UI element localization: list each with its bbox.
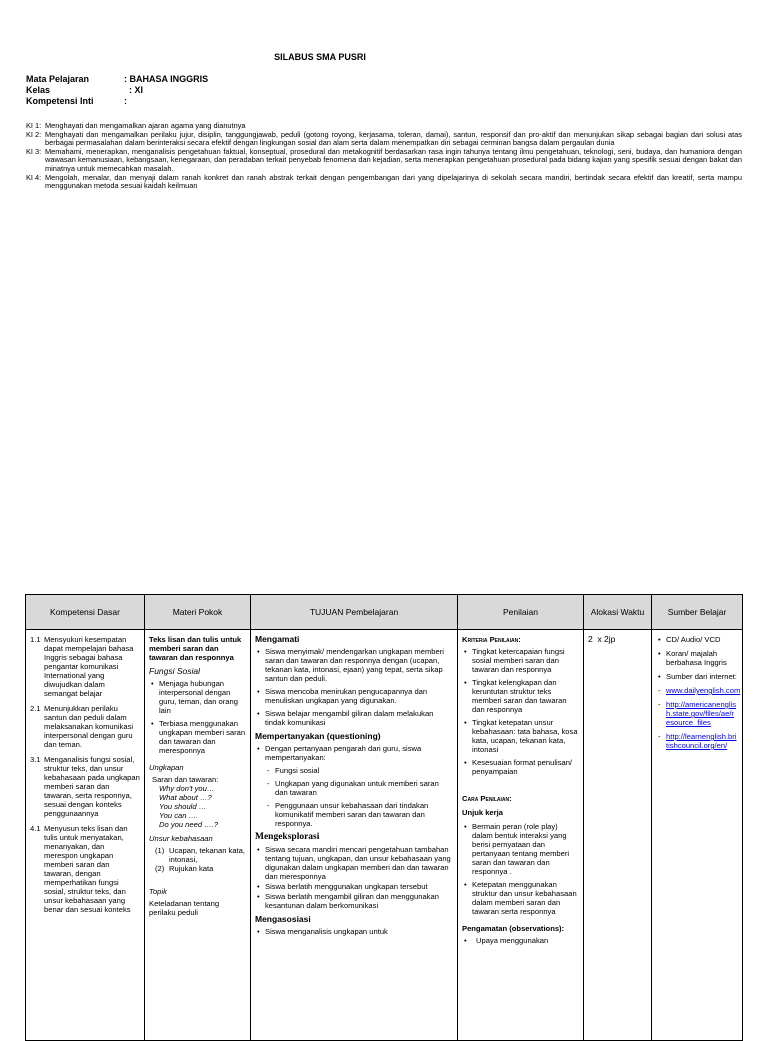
list-item: • Tingkat ketercapaian fungsi sosial memberi saran dan tawaran dan responnya: [462, 647, 579, 674]
list-item: - Ungkapan yang digunakan untuk memberi saran dan tawaran: [255, 779, 453, 797]
list-item: • Siswa belajar mengambil giliran dalam melakukan tindak komunikasi: [255, 709, 453, 727]
syllabus-table: [25, 594, 743, 1041]
fungsi-sosial-list: [149, 679, 246, 755]
kd-item: [30, 824, 140, 914]
mempertanyakan-intro-list: [255, 744, 453, 762]
kd-text: Menunjukkan perilaku santun dan peduli dalam melaksanakan komunikasi interpersonal dengan guru dan teman.: [44, 704, 134, 749]
cell-penilaian: [458, 630, 584, 1041]
cell-materi-pokok: [145, 630, 251, 1041]
pengamatan-list: [462, 936, 579, 945]
kompetensi-inti-list: [26, 122, 742, 191]
mengeksplorasi-list: [255, 845, 453, 910]
list-item: • Ketepatan menggunakan struktur dan unsur kebahasaan dalam memberi saran dan tawaran serta responnya: [462, 880, 579, 916]
link-dailyenglish[interactable]: www.dailyenglish.com: [666, 686, 741, 695]
unjuk-kerja-label: Unjuk kerja: [462, 808, 503, 817]
unsur-kebahasaan-label: Unsur kebahasaan: [149, 834, 213, 843]
unsur-text: Ucapan, tekanan kata, intonasi,: [169, 846, 245, 864]
kd-item: [30, 704, 140, 749]
kd-number: 4.1: [30, 824, 41, 833]
mengasosiasi-list: [255, 927, 453, 936]
col-header-kompetensi-dasar: Kompetensi Dasar: [26, 595, 145, 630]
list-item: • Terbiasa menggunakan ungkapan memberi saran dan tawaran dan meresponnya: [149, 719, 246, 755]
kd-item: [30, 755, 140, 818]
meta-key: Kompetensi Inti: [26, 96, 94, 106]
list-item: • Upaya menggunakan: [462, 936, 579, 945]
col-header-tujuan: TUJUAN Pembelajaran: [251, 595, 458, 630]
meta-row-ki: [26, 96, 208, 107]
meta-row-class: [26, 85, 208, 96]
topik-label: Topik: [149, 887, 167, 896]
ki-label: KI 4:: [26, 172, 42, 182]
ungkapan-intro: Saran dan tawaran:: [152, 775, 219, 784]
list-item: - Fungsi sosial: [255, 766, 453, 775]
ki-item: [26, 174, 742, 191]
ungkapan-example: What about …?: [159, 793, 212, 802]
mengasosiasi-label: Mengasosiasi: [255, 914, 311, 924]
unsur-number: (2): [155, 864, 165, 873]
ki-item: [26, 148, 742, 174]
unsur-item: [149, 846, 246, 864]
page-title: SILABUS SMA PUSRI: [274, 52, 366, 62]
list-item: • Siswa secara mandiri mencari pengetahuan tambahan tentang tujuan, ungkapan, dan unsur kebahasaan yang digunakan dalam ungkapan memberi dan dan tawaran dan meresponnya: [255, 845, 453, 881]
list-item: • Menjaga hubungan interpersonal dengan guru, teman, dan orang lain: [149, 679, 246, 715]
sumber-link-list: [656, 686, 741, 750]
ki-text: Menghayati dan mengamalkan ajaran agama yang dianutnya: [45, 121, 246, 130]
meta-row-subject: [26, 74, 208, 85]
mempertanyakan-label: Mempertanyakan (questioning): [255, 731, 381, 741]
link-britishcouncil[interactable]: http://learnenglish.britishcouncil.org/en/: [666, 732, 737, 750]
mengamati-label: Mengamati: [255, 634, 300, 644]
ungkapan-example: You can ….: [159, 811, 199, 820]
list-item: • Bermain peran (role play) dalam bentuk interaksi yang berisi pernyataan dan pertanyaan tentang memberi saran dan tawaran dan responnya .: [462, 822, 579, 876]
alokasi-value: 2 x 2jp: [588, 634, 616, 644]
link-item: [656, 700, 738, 727]
list-item: • Siswa menyimak/ mendengarkan ungkapan memberi saran dan tawaran dan responnya dengan (ucapan, tekanan kata, intonasi, ejaan) yang tepat, serta sikap santun dan peduli.: [255, 647, 453, 683]
table-row: [26, 630, 743, 1041]
ki-label: KI 2:: [26, 129, 42, 139]
kd-number: 1.1: [30, 635, 41, 644]
list-item: • Sumber dari internet:: [656, 672, 738, 681]
kriteria-penilaian-label: Kriteria Penilaian:: [462, 635, 521, 644]
cell-tujuan: [251, 630, 458, 1041]
cell-sumber-belajar: [652, 630, 743, 1041]
unsur-item: [149, 864, 246, 873]
unsur-text: Rujukan kata: [169, 864, 214, 873]
list-item: • Tingkat kelengkapan dan keruntutan struktur teks memberi saran dan tawaran dan responnya: [462, 678, 579, 714]
table-header-row: [26, 595, 743, 630]
mengamati-list: [255, 647, 453, 727]
list-item: • Siswa menganalisis ungkapan untuk: [255, 927, 453, 936]
list-item: • Koran/ majalah berbahasa Inggris: [656, 649, 738, 667]
ki-item: [26, 131, 742, 148]
col-header-sumber-belajar: Sumber Belajar: [652, 595, 743, 630]
kd-number: 2.1: [30, 704, 41, 713]
list-item: • Kesesuaian format penulisan/ penyampaian: [462, 758, 579, 776]
meta-value: : BAHASA INGGRIS: [124, 74, 209, 84]
pengamatan-label: Pengamatan (observations):: [462, 924, 565, 933]
mengeksplorasi-label: Mengeksplorasi: [255, 832, 320, 842]
list-item: • CD/ Audio/ VCD: [656, 635, 738, 644]
col-header-alokasi-waktu: Alokasi Waktu: [584, 595, 652, 630]
list-item: • Siswa mencoba menirukan pengucapannya dan menuliskan ungkapan yang digunakan.: [255, 687, 453, 705]
link-americanenglish[interactable]: http://americanenglish.state.gov/files/ae/resource_files: [666, 700, 737, 727]
link-item: [656, 686, 741, 695]
materi-heading: Teks lisan dan tulis untuk memberi saran dan tawaran dan responnya: [149, 635, 242, 662]
list-item: • Dengan pertanyaan pengarah dari guru, siswa mempertanyakan:: [255, 744, 453, 762]
fungsi-sosial-label: Fungsi Sosial: [149, 666, 201, 676]
cell-alokasi-waktu: [584, 630, 652, 1041]
ungkapan-label: Ungkapan: [149, 763, 184, 772]
list-item: • Tingkat ketepatan unsur kebahasaan: tata bahasa, kosa kata, ucapan, tekanan kata, intonasi: [462, 718, 579, 754]
ungkapan-example: You should …: [159, 802, 207, 811]
subject-meta: [26, 74, 208, 107]
ki-text: Mengolah, menalar, dan menyaji dalam ranah konkret dan ranah abstrak terkait dengan pengembangan dari yang dipelajarinya di sekolah secara mandiri, bertindak secara efektif dan kreatif, serta mampu menggunakan metoda sesuai kaidah keilmuan: [45, 172, 742, 191]
col-header-penilaian: Penilaian: [458, 595, 584, 630]
cell-kompetensi-dasar: [26, 630, 145, 1041]
list-item: • Siswa berlatih mengambil giliran dan menggunakan kesantunan dalam berkomunikasi: [255, 892, 453, 910]
unsur-number: (1): [155, 846, 165, 855]
col-header-materi-pokok: Materi Pokok: [145, 595, 251, 630]
ungkapan-example: Why don't you…: [159, 784, 215, 793]
kd-text: Mensyukuri kesempatan dapat mempelajari bahasa Inggris sebagai bahasa pengantar komunikasi International yang diwujudkan dalam semangat belajar: [44, 635, 134, 698]
kriteria-list: [462, 647, 579, 776]
meta-key: Kelas: [26, 85, 51, 95]
ki-label: KI 3:: [26, 146, 42, 156]
kd-text: Menganalisis fungsi sosial, struktur teks, dan unsur kebahasaan pada ungkapan memberi saran dan tawaran, serta responnya, sesuai dengan konteks penggunaannya: [44, 755, 140, 818]
unjuk-kerja-list: [462, 822, 579, 916]
kd-text: Menyusun teks lisan dan tulis untuk menyatakan, menanyakan, dan merespon ungkapan memberi saran dan tawaran, dengan memperhatikan fungsi sosial, struktur teks, dan unsur kebahasaan yang benar dan sesuai konteks: [44, 824, 131, 914]
meta-key: Mata Pelajaran: [26, 74, 90, 84]
link-item: [656, 732, 738, 750]
kd-item: [30, 635, 140, 698]
cara-penilaian-label: Cara Penilaian:: [462, 794, 512, 803]
list-item: - Penggunaan unsur kebahasaan dari tindakan komunikatif memberi saran dan tawaran dan responnya.: [255, 801, 453, 828]
ungkapan-example: Do you need ….?: [159, 820, 219, 829]
topik-text: Keteladanan tentang perilaku peduli: [149, 899, 220, 917]
kd-number: 3.1: [30, 755, 41, 764]
ki-text: Memahami, menerapkan, menganalisis pengetahuan faktual, konseptual, prosedural dan metakognitif berdasarkan rasa ingin tahunya tentang ilmu pengetahuan, teknologi, seni, budaya, dan humaniora dengan wawasan kemanusiaan, kebangsaan, kenegaraan, dan peradaban terkait penyebab fenomena dan kejadian, serta menerapkan pengetahuan prosedural pada bidang kajian yang spesifik sesuai dengan bakat dan minatnya untuk memecahkan masalah.: [45, 146, 742, 173]
meta-value: : XI: [124, 85, 144, 95]
meta-value: :: [124, 96, 127, 106]
ki-text: Menghayati dan mengamalkan perilaku jujur, disiplin, tanggungjawab, peduli (gotong royong, kerjasama, toleran, damai), santun, responsif dan pro-aktif dan menunjukan sikap sebagai bagian dari solusi atas berbagai permasalahan dalam berinteraksi secara efektif dengan lingkungan sosial dan alam serta dalam menempatkan diri sebagai cerminan bangsa dalam pergaulan dunia: [45, 129, 742, 148]
ki-label: KI 1:: [26, 121, 42, 130]
sumber-list: [656, 635, 738, 681]
list-item: • Siswa berlatih menggunakan ungkapan tersebut: [255, 882, 453, 891]
mempertanyakan-list: [255, 766, 453, 828]
